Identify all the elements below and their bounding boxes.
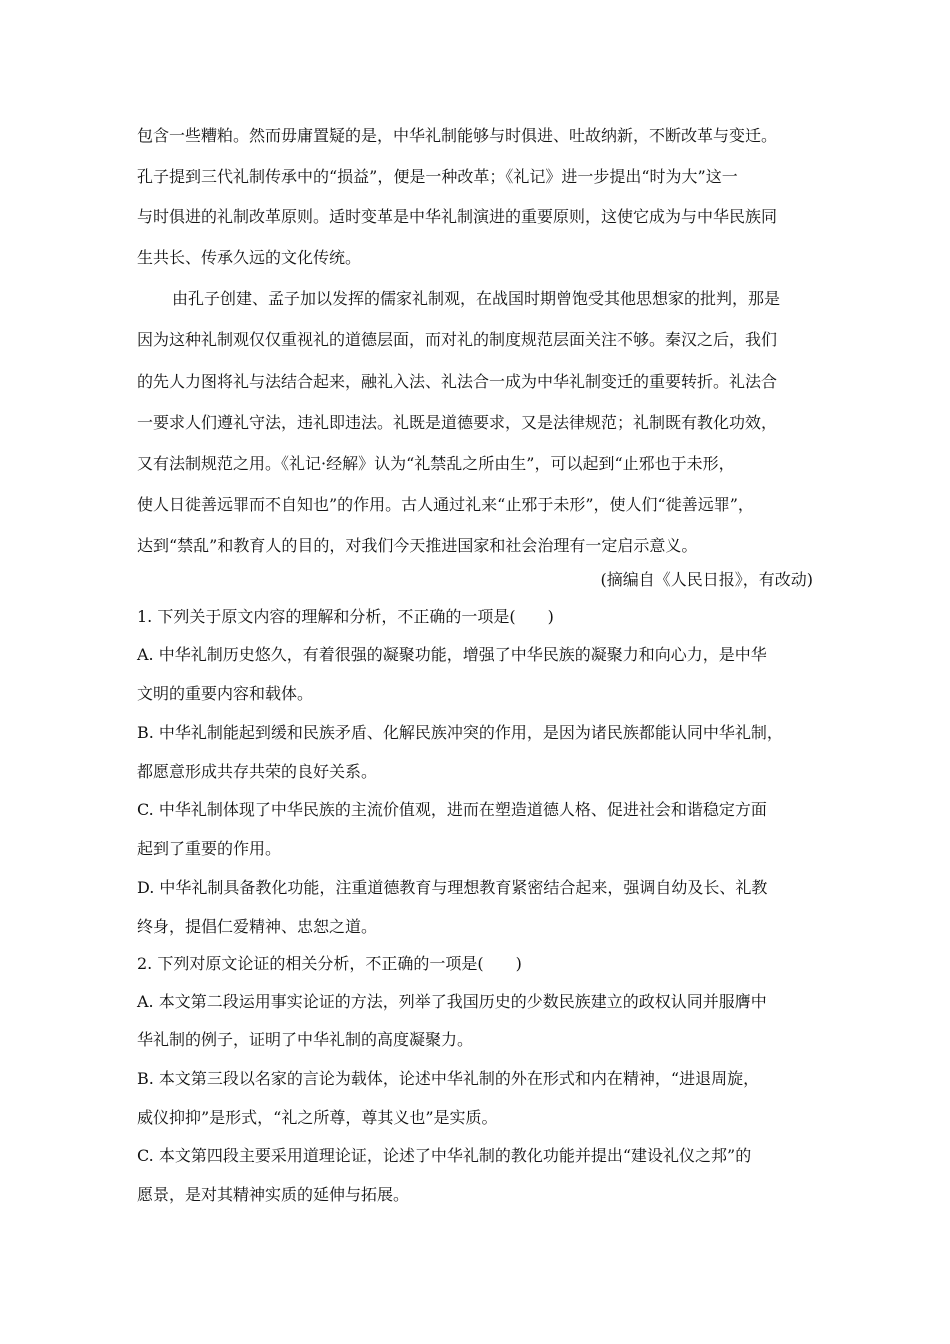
option-b-line: 威仪抑抑”是形式，“礼之所尊，尊其义也”是实质。 — [137, 1108, 498, 1127]
passage-line: 又有法制规范之用。《礼记·经解》认为“礼禁乱之所由生”，可以起到“止邪也于未形， — [137, 454, 735, 473]
option-c-line: 愿景，是对其精神实质的延伸与拓展。 — [137, 1185, 410, 1204]
passage-line: 包含一些糟粕。然而毋庸置疑的是，中华礼制能够与时俱进、吐故纳新，不断改革与变迁。 — [137, 126, 778, 145]
passage-line: 一要求人们遵礼守法，违礼即违法。礼既是道德要求，又是法律规范；礼制既有教化功效， — [137, 413, 778, 432]
option-a-line: A. 中华礼制历史悠久，有着很强的凝聚功能，增强了中华民族的凝聚力和向心力，是中华 — [137, 645, 767, 664]
question-stem: 1. 下列关于原文内容的理解和分析，不正确的一项是( ) — [137, 607, 554, 626]
option-b-line: 都愿意形成共存共荣的良好关系。 — [137, 762, 378, 781]
source-citation: (摘编自《人民日报》，有改动) — [600, 570, 813, 589]
option-c-line: 起到了重要的作用。 — [137, 839, 282, 858]
option-b-line: B. 本文第三段以名家的言论为载体，论述中华礼制的外在形式和内在精神，“进退周旋， — [137, 1069, 760, 1088]
option-a-line: 文明的重要内容和载体。 — [137, 684, 314, 703]
option-d-line: D. 中华礼制具备教化功能，注重道德教育与理想教育紧密结合起来，强调自幼及长、礼教 — [137, 878, 768, 897]
passage-line: 因为这种礼制观仅仅重视礼的道德层面，而对礼的制度规范层面关注不够。秦汉之后，我们 — [137, 330, 778, 349]
question-stem: 2. 下列对原文论证的相关分析，不正确的一项是( ) — [137, 954, 522, 973]
passage-line: 与时俱进的礼制改革原则。适时变革是中华礼制演进的重要原则，这使它成为与中华民族同 — [137, 207, 778, 226]
passage-line: 生共长、传承久远的文化传统。 — [137, 248, 362, 267]
passage-line: 达到“禁乱”和教育人的目的，对我们今天推进国家和社会治理有一定启示意义。 — [137, 536, 698, 555]
option-d-line: 终身，提倡仁爱精神、忠恕之道。 — [137, 917, 378, 936]
passage-line: 由孔子创建、孟子加以发挥的儒家礼制观，在战国时期曾饱受其他思想家的批判，那是 — [172, 289, 781, 308]
passage-line: 孔子提到三代礼制传承中的“损益”，便是一种改革；《礼记》进一步提出“时为大”这一 — [137, 167, 738, 186]
passage-line: 使人日徙善远罪而不自知也”的作用。古人通过礼来“止邪于未形”，使人们“徙善远罪”， — [137, 495, 754, 514]
option-b-line: B. 中华礼制能起到缓和民族矛盾、化解民族冲突的作用，是因为诸民族都能认同中华礼制， — [137, 723, 783, 742]
option-c-line: C. 中华礼制体现了中华民族的主流价值观，进而在塑造道德人格、促进社会和谐稳定方面 — [137, 800, 767, 819]
option-a-line: A. 本文第二段运用事实论证的方法，列举了我国历史的少数民族建立的政权认同并服膺中 — [137, 992, 767, 1011]
option-c-line: C. 本文第四段主要采用道理论证，论述了中华礼制的教化功能并提出“建设礼仪之邦”的 — [137, 1146, 752, 1165]
option-a-line: 华礼制的例子，证明了中华礼制的高度凝聚力。 — [137, 1030, 474, 1049]
passage-line: 的先人力图将礼与法结合起来，融礼入法、礼法合一成为中华礼制变迁的重要转折。礼法合 — [137, 372, 778, 391]
